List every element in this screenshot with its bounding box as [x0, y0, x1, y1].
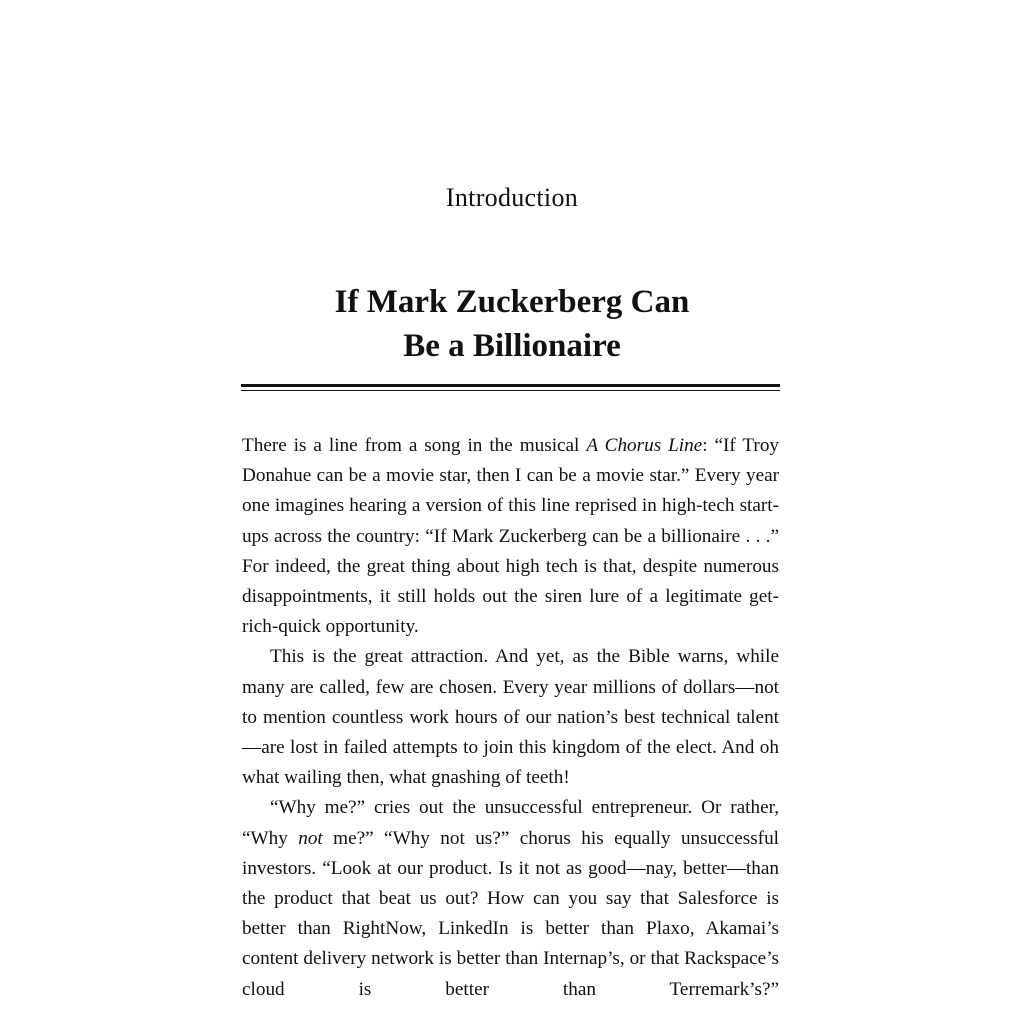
emphasis-not: not — [298, 827, 323, 849]
paragraph-3-text-a: “Why me?” cries out the unsuccessful entrepreneur. Or rather, “Why — [242, 797, 779, 849]
paragraph-2: This is the great attraction. And yet, as the Bible warns, while many are called, few are chosen. Every year millions of dollars—not to mention countless work hours of our nation’s best technical talent—are lost in failed attempts to join this kingdom of the elect. And oh what wailing then, what gnashing of teeth! — [242, 646, 779, 789]
paragraph-1-text-b: : “If Troy Donahue can be a movie star, then I can be a movie star.” Every year one imagines hearing a version of this line reprised in high-tech start-ups across the country: “If Mark Zuckerberg can be a billionaire . . .” For indeed, the great thing about high tech is that, despite numerous disappointments, it still holds out the siren lure of a legitimate get-rich-quick opportunity. — [242, 435, 780, 638]
paragraph-3-text-b: me?” “Why not us?” chorus his equally unsuccessful investors. “Look at our product. Is it not as good—nay, better—than the product that beat us out? How can you say that Salesforce is better than RightNow, LinkedIn is better than Plaxo, Akamai’s content delivery network is better than Internap’s, or that Rackspace’s cloud is better than Terremark’s?” — [242, 827, 779, 1000]
paragraph-1-text-a: There is a line from a song in the musical — [242, 435, 587, 456]
chapter-label: Introduction — [445, 183, 579, 212]
chapter-title-line-2: Be a Billionaire — [403, 328, 621, 364]
title-rule-thin — [241, 390, 780, 391]
chapter-title-line-1: If Mark Zuckerberg Can — [334, 284, 690, 320]
title-rule-thick — [241, 384, 780, 387]
paragraph-1 — [242, 431, 779, 642]
musical-title: A Chorus Line — [586, 435, 703, 456]
paragraph-3 — [242, 793, 779, 1004]
chapter-title — [0, 280, 1024, 368]
body-text — [242, 431, 779, 1005]
